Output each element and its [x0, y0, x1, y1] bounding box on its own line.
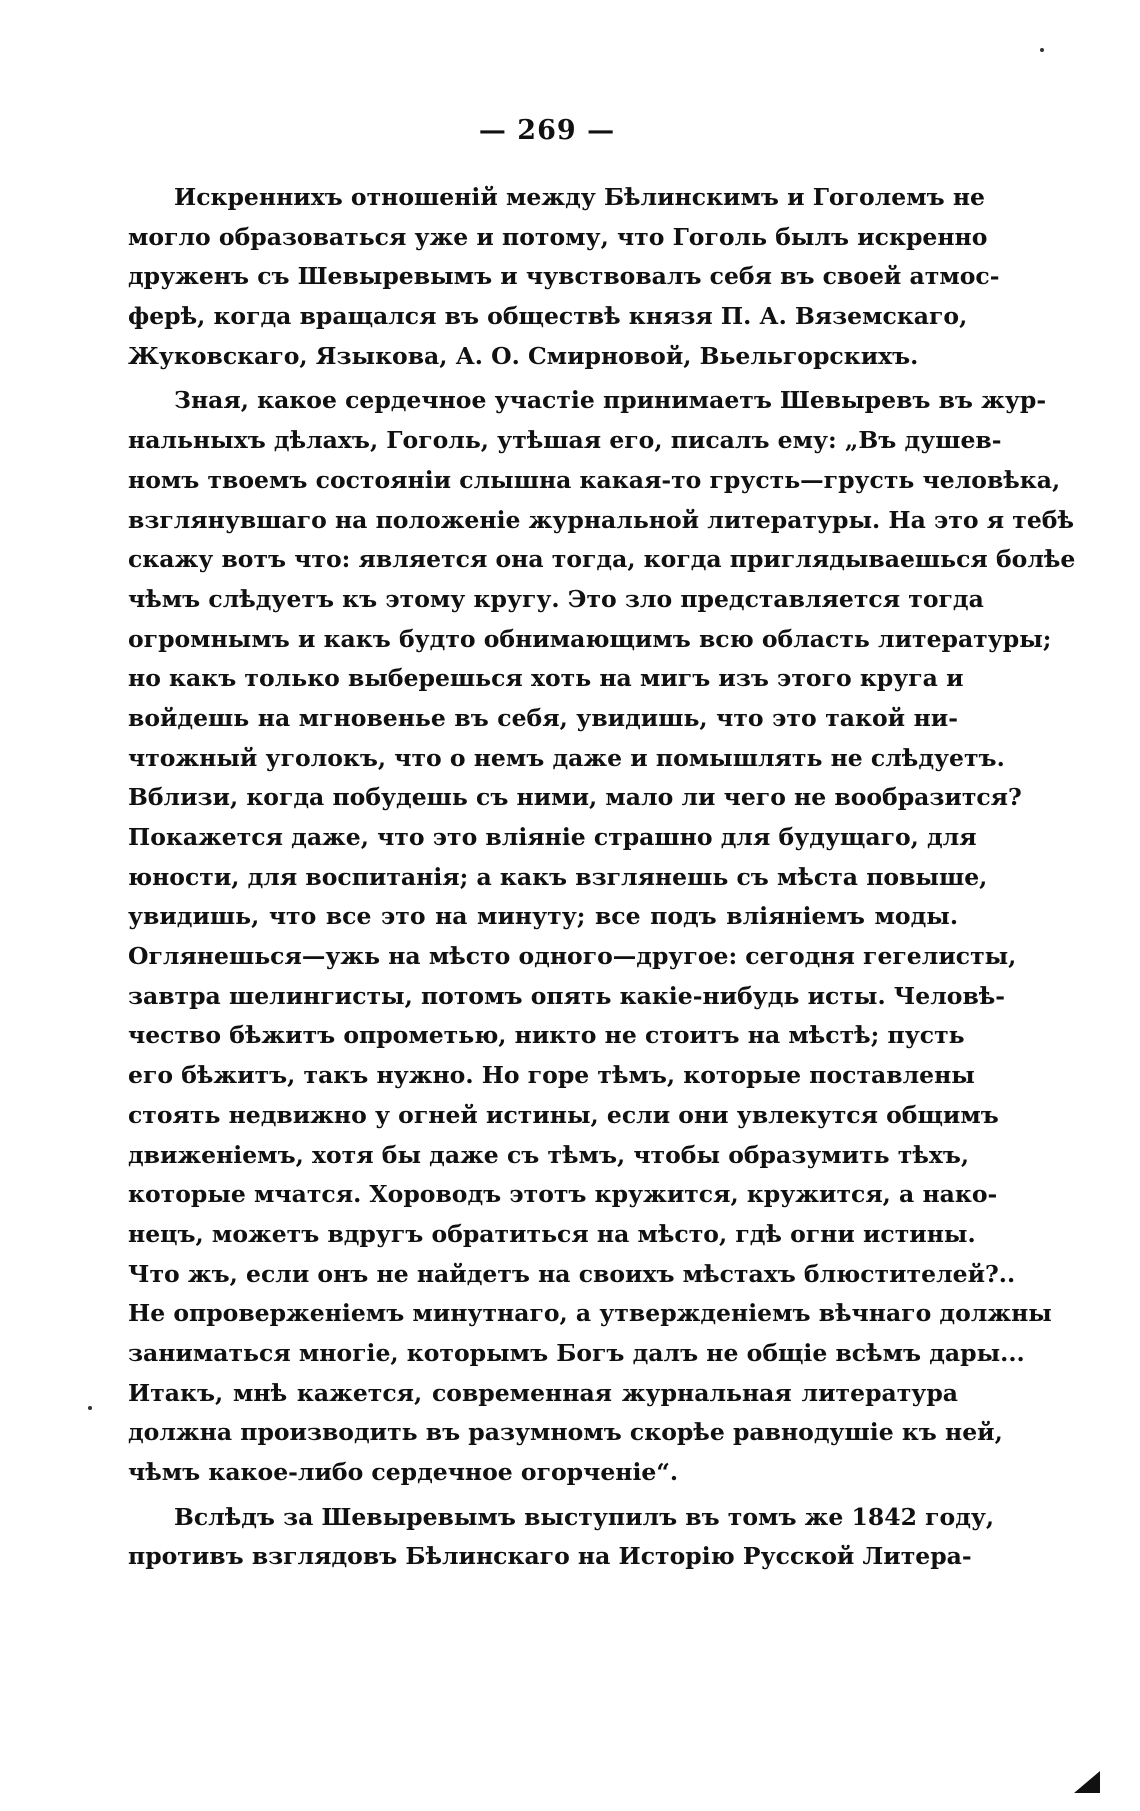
- text-line: которые мчатся. Хороводъ этотъ кружится, кружится, а нако-: [128, 1180, 998, 1209]
- text-line: должна производить въ разумномъ скорѣе равнодушіе къ ней,: [128, 1418, 1003, 1447]
- text-line: номъ твоемъ состояніи слышна какая-то грусть—грусть человѣка,: [128, 465, 1061, 494]
- text-line: войдешь на мгновенье въ себя, увидишь, что это такой ни-: [128, 703, 958, 732]
- text-line: чтожный уголокъ, что о немъ даже и помышлять не слѣдуетъ.: [128, 743, 1005, 772]
- text-line: нальныхъ дѣлахъ, Гоголь, утѣшая его, писалъ ему: „Въ душев-: [128, 426, 1002, 455]
- paragraph-2: [128, 381, 1076, 1492]
- body-text: [128, 178, 1076, 1577]
- text-line: могло образоваться уже и потому, что Гоголь былъ искренно: [128, 222, 988, 251]
- text-line: взглянувшаго на положеніе журнальной литературы. На это я тебѣ: [128, 505, 1074, 534]
- text-line: увидишь, что все это на минуту; все подъ вліяніемъ моды.: [128, 902, 958, 931]
- text-line: чѣмъ слѣдуетъ къ этому кругу. Это зло представляется тогда: [128, 584, 984, 613]
- text-line: Покажется даже, что это вліяніе страшно для будущаго, для: [128, 823, 977, 851]
- paragraph-3: [128, 1498, 995, 1577]
- paragraph-1: [128, 178, 1000, 376]
- text-line: юности, для воспитанія; а какъ взглянешь съ мѣста повыше,: [128, 862, 988, 891]
- text-line: но какъ только выберешься хоть на мигъ изъ этого круга и: [128, 664, 964, 693]
- text-line: огромнымъ и какъ будто обнимающимъ всю область литературы;: [128, 624, 1052, 653]
- text-line: чѣмъ какое-либо сердечное огорченіе“.: [128, 1458, 679, 1486]
- page-corner-mark: [1074, 1771, 1100, 1793]
- text-line: друженъ съ Шевыревымъ и чувствовалъ себя въ своей атмос-: [128, 262, 1000, 291]
- text-line: стоять недвижно у огней истины, если они увлекутся общимъ: [128, 1100, 999, 1129]
- text-line: Что жъ, если онъ не найдетъ на своихъ мѣстахъ блюстителей?..: [128, 1259, 1016, 1288]
- text-line: ферѣ, когда вращался въ обществѣ князя П. А. Вяземскаго,: [128, 302, 968, 331]
- text-line: движеніемъ, хотя бы даже съ тѣмъ, чтобы образумить тѣхъ,: [128, 1140, 970, 1169]
- text-line: Итакъ, мнѣ кажется, современная журнальная литература: [128, 1378, 958, 1407]
- text-line: заниматься многіе, которымъ Богъ далъ не общіе всѣмъ дары...: [128, 1338, 1025, 1367]
- margin-dot: [88, 1406, 92, 1410]
- text-line: Не опроверженіемъ минутнаго, а утвержденіемъ вѣчнаго должны: [128, 1299, 1052, 1328]
- text-line: Вслѣдъ за Шевыревымъ выступилъ въ томъ же 1842 году,: [174, 1502, 995, 1531]
- text-line: противъ взглядовъ Бѣлинскаго на Исторію Русской Литера-: [128, 1542, 972, 1571]
- text-line: завтра шелингисты, потомъ опять какіе-нибудь исты. Человѣ-: [128, 981, 1006, 1010]
- text-line: Искреннихъ отношеній между Бѣлинскимъ и Гоголемъ не: [174, 183, 985, 211]
- scan-speck: [1040, 48, 1044, 52]
- text-line: скажу вотъ что: является она тогда, когда приглядываешься болѣе: [128, 545, 1076, 574]
- text-line: нецъ, можетъ вдругъ обратиться на мѣсто, гдѣ огни истины.: [128, 1219, 976, 1248]
- text-line: Зная, какое сердечное участіе принимаетъ Шевыревъ въ жур-: [174, 386, 1047, 415]
- text-line: Оглянешься—ужь на мѣсто одного—другое: сегодня гегелисты,: [128, 942, 1017, 971]
- text-line: Вблизи, когда побудешь съ ними, мало ли чего не вообразится?: [128, 783, 1022, 812]
- text-line: чество бѣжитъ опрометью, никто не стоитъ на мѣстѣ; пусть: [128, 1021, 965, 1050]
- text-line: его бѣжитъ, такъ нужно. Но горе тѣмъ, которые поставлены: [128, 1061, 975, 1090]
- text-line: Жуковскаго, Языкова, А. О. Смирновой, Вьельгорскихъ.: [128, 341, 919, 370]
- page-number: — 269 —: [478, 115, 616, 146]
